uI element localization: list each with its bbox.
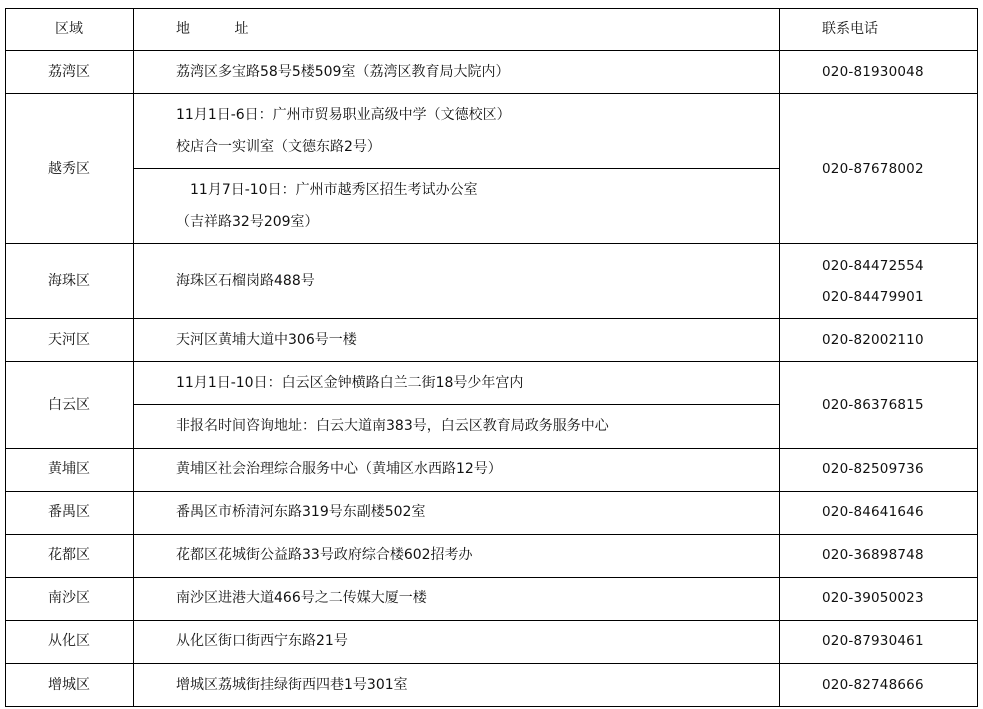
phone-cell: 020-36898748 — [822, 547, 924, 563]
address-cell: 南沙区进港大道466号之二传媒大厦一楼 — [176, 590, 427, 606]
address-cell: 番禺区市桥清河东路319号东副楼502室 — [176, 504, 426, 520]
address-cell: 增城区荔城街挂绿街西四巷1号301室 — [176, 677, 408, 693]
phone-cell: 020-87930461 — [822, 633, 924, 649]
address-cell-line: 校店合一实训室（文德东路2号） — [176, 139, 381, 155]
region-cell: 荔湾区 — [48, 64, 90, 80]
phone-cell: 020-84472554 — [822, 258, 924, 274]
address-cell-line: 11月1日-10日：白云区金钟横路白兰二街18号少年宫内 — [176, 375, 524, 391]
region-cell: 增城区 — [48, 677, 90, 693]
phone-cell: 020-82509736 — [822, 461, 924, 477]
header-region: 区域 — [55, 21, 83, 37]
phone-cell: 020-39050023 — [822, 590, 924, 606]
address-cell: 黄埔区社会治理综合服务中心（黄埔区水西路12号） — [176, 461, 502, 477]
address-cell-line: 11月7日-10日：广州市越秀区招生考试办公室 — [190, 182, 478, 198]
region-cell: 天河区 — [48, 332, 90, 348]
region-cell: 白云区 — [48, 397, 90, 413]
address-cell: 荔湾区多宝路58号5楼509室（荔湾区教育局大院内） — [176, 64, 510, 80]
address-cell-line: 11月1日-6日：广州市贸易职业高级中学（文德校区） — [176, 107, 511, 123]
phone-cell: 020-84641646 — [822, 504, 924, 520]
address-cell-line: 非报名时间咨询地址：白云大道南383号，白云区教育局政务服务中心 — [176, 418, 609, 434]
region-cell: 海珠区 — [48, 273, 90, 289]
phone-cell: 020-86376815 — [822, 397, 924, 413]
address-cell: 天河区黄埔大道中306号一楼 — [176, 332, 357, 348]
region-cell: 花都区 — [48, 547, 90, 563]
phone-cell: 020-84479901 — [822, 289, 924, 305]
region-cell: 从化区 — [48, 633, 90, 649]
phone-cell: 020-81930048 — [822, 64, 924, 80]
region-cell: 南沙区 — [48, 590, 90, 606]
region-cell: 黄埔区 — [48, 461, 90, 477]
address-cell-line: （吉祥路32号209室） — [176, 214, 319, 230]
address-cell: 从化区街口街西宁东路21号 — [176, 633, 348, 649]
phone-cell: 020-87678002 — [822, 161, 924, 177]
region-cell: 番禺区 — [48, 504, 90, 520]
header-address: 地 址 — [176, 21, 249, 37]
header-phone: 联系电话 — [822, 21, 878, 37]
phone-cell: 020-82002110 — [822, 332, 924, 348]
address-cell: 海珠区石榴岗路488号 — [176, 273, 315, 289]
phone-cell: 020-82748666 — [822, 677, 924, 693]
address-cell: 花都区花城街公益路33号政府综合楼602招考办 — [176, 547, 473, 563]
region-cell: 越秀区 — [48, 161, 90, 177]
